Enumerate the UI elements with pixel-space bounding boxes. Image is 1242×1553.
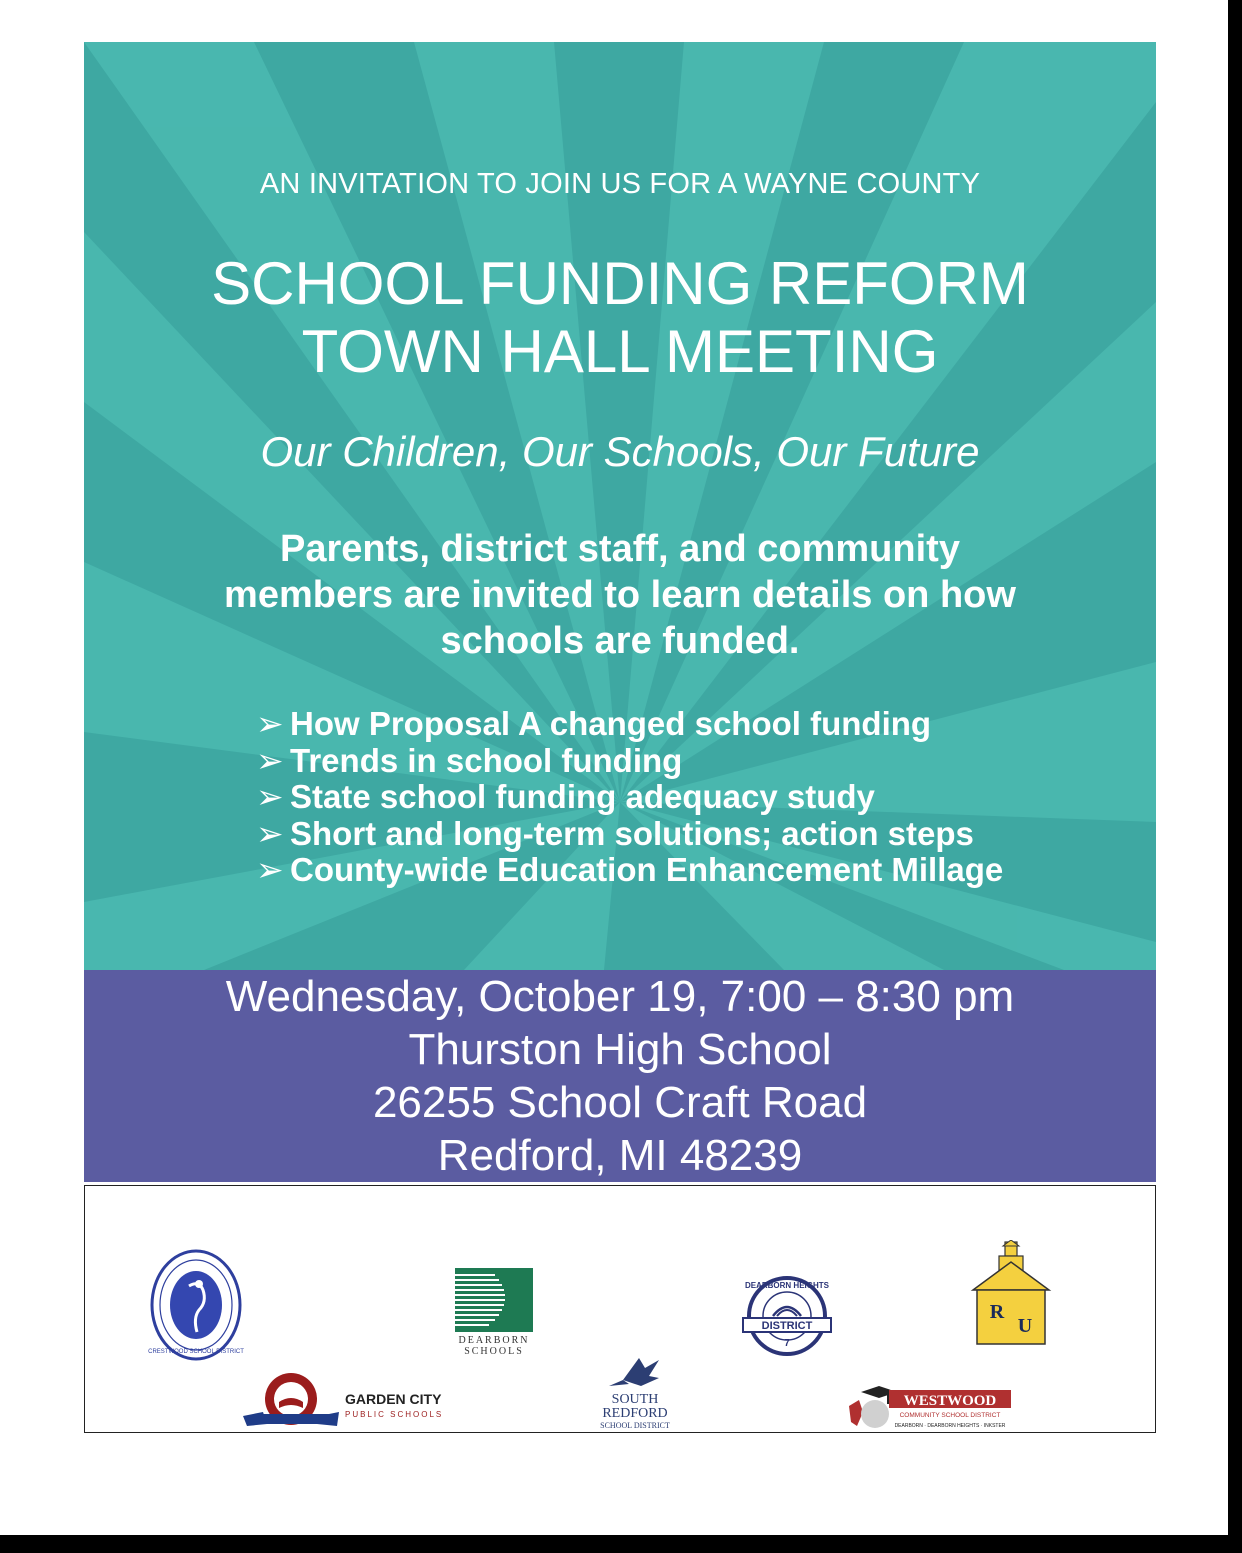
intro-line-1: Parents, district staff, and community [280,528,960,570]
garden-city-logo [241,1372,461,1434]
garden-city-sub: PUBLIC SCHOOLS [345,1410,444,1419]
event-street: 26255 School Craft Road [372,1078,868,1127]
event-details-panel [84,970,1156,1182]
topic-item [256,852,1116,889]
tagline: Our Children, Our Schools, Our Future [260,428,980,475]
south-redford-line2: REDFORD [602,1406,668,1421]
intro-line-2: members are invited to learn details on how [224,574,1016,616]
dh7-number-text: 7 [784,1338,790,1349]
header-content [84,42,1156,970]
dh7-top-text: DEARBORN HEIGHTS [744,1281,830,1290]
intro-paragraph [144,526,1096,664]
south-redford-line1: SOUTH [611,1392,659,1407]
topic-item [256,706,1116,743]
south-redford-logo [579,1354,689,1434]
topic-item [256,816,1116,853]
dearborn-schools-logo [453,1266,535,1356]
arrow-bullet-icon: ➢ [256,741,284,779]
dh7-band-text: DISTRICT [761,1320,813,1332]
topic-text: Trends in school funding [290,741,683,779]
ru-letter-r: R [989,1301,1005,1323]
south-redford-line3: SCHOOL DISTRICT [600,1421,670,1430]
arrow-bullet-icon: ➢ [256,851,284,888]
arrow-bullet-icon: ➢ [256,705,284,742]
topic-item [256,743,1116,780]
topics-list [256,706,1116,889]
title-line-1: SCHOOL FUNDING REFORM [211,250,1029,317]
page-edge-right [1228,0,1242,1553]
teal-header-panel [84,42,1156,970]
intro-line-3: schools are funded. [440,620,800,662]
event-date-time: Wednesday, October 19, 7:00 – 8:30 pm [225,972,1015,1021]
event-venue: Thurston High School [408,1025,832,1074]
crestwood-ring-text: CRESTWOOD SCHOOL DISTRICT [148,1349,244,1355]
ru-letter-u: U [1017,1315,1033,1337]
topic-text: County-wide Education Enhancement Millage [290,851,1004,888]
westwood-cities: DEARBORN · DEARBORN HEIGHTS · INKSTER [894,1423,1006,1429]
garden-city-name: GARDEN CITY [345,1391,442,1407]
dearborn-heights-district-7-logo [739,1272,835,1362]
westwood-name: WESTWOOD [903,1393,997,1409]
topic-text: How Proposal A changed school funding [290,705,932,742]
redford-union-logo [969,1240,1053,1346]
dearborn-text-line2: SCHOOLS [464,1346,524,1356]
westwood-sub: COMMUNITY SCHOOL DISTRICT [899,1412,1001,1419]
invitation-line: AN INVITATION TO JOIN US FOR A WAYNE COUNTY [259,168,981,200]
event-city: Redford, MI 48239 [437,1131,803,1180]
topic-text: State school funding adequacy study [290,778,875,815]
topic-item [256,779,1116,816]
westwood-logo [845,1382,1013,1438]
event-title [84,250,1156,386]
title-line-2: TOWN HALL MEETING [301,318,939,385]
page-edge-bottom [0,1535,1242,1553]
arrow-bullet-icon: ➢ [256,814,284,852]
arrow-bullet-icon: ➢ [256,778,284,815]
crestwood-logo [139,1248,253,1362]
dearborn-text-line1: DEARBORN [458,1335,530,1346]
topic-text: Short and long-term solutions; action steps [290,814,974,852]
sponsor-logos-panel [84,1185,1156,1433]
